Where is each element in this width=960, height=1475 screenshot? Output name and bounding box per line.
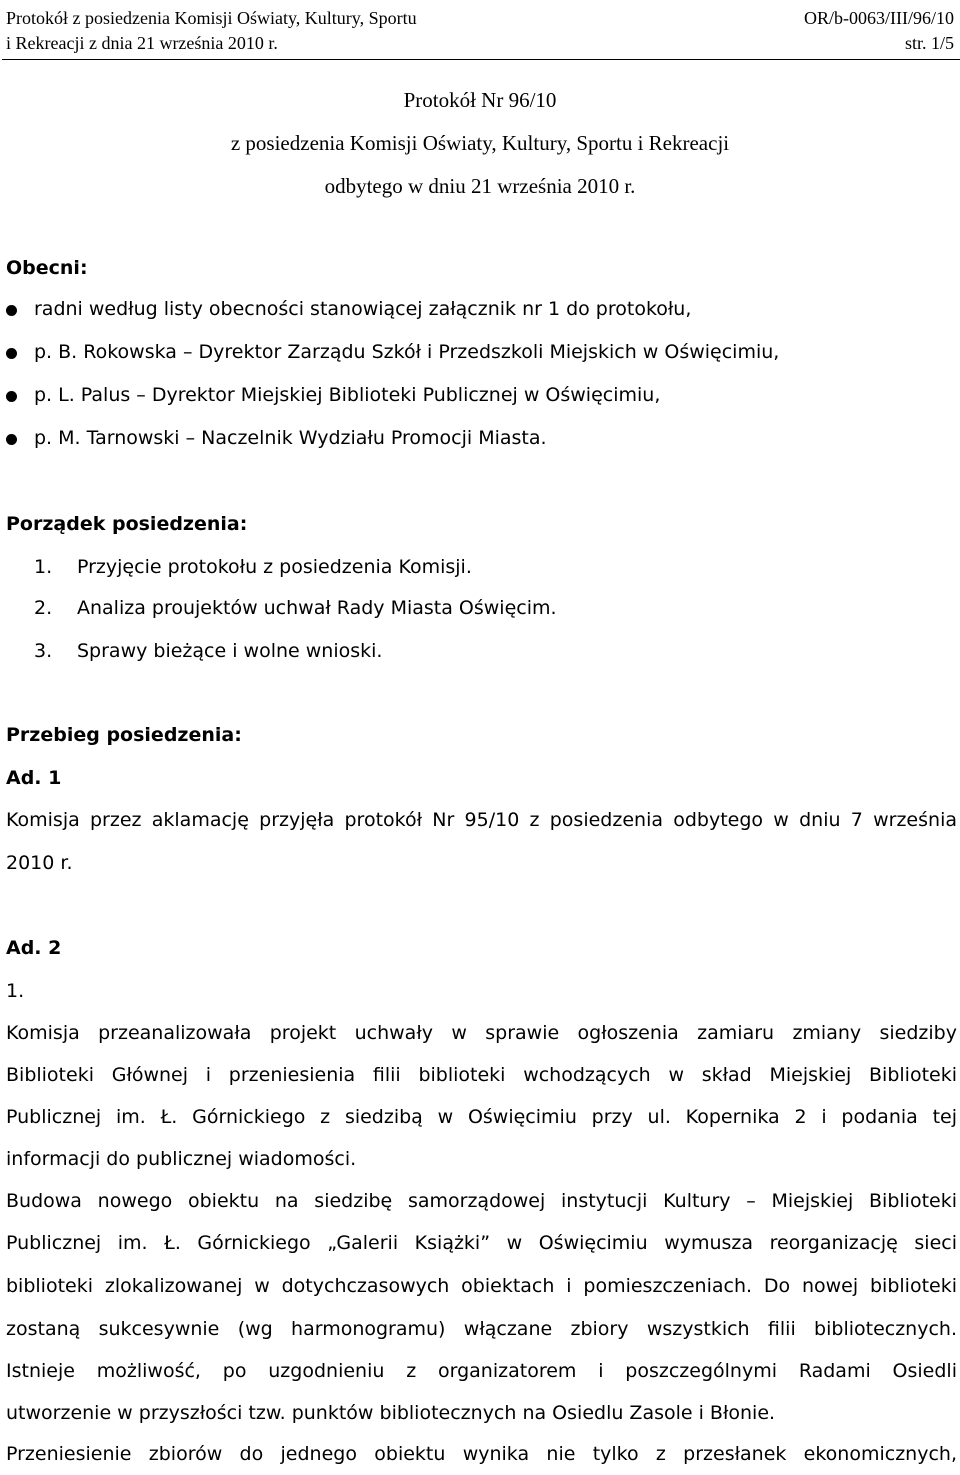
agenda-number: 3.	[34, 640, 53, 662]
present-item: p. M. Tarnowski – Naczelnik Wydziału Promocji Miasta.	[34, 427, 547, 449]
page-header	[6, 6, 954, 56]
proceedings-heading: Przebieg posiedzenia:	[6, 724, 242, 746]
agenda-number: 2.	[34, 597, 53, 619]
agenda-number: 1.	[34, 556, 53, 578]
document-subtitle-line2: odbytego w dniu 21 września 2010 r.	[324, 174, 636, 198]
present-heading: Obecni:	[6, 257, 88, 279]
agenda-item: Sprawy bieżące i wolne wnioski.	[77, 640, 383, 662]
ad1-line: 2010 r.	[6, 852, 73, 874]
ad1-heading: Ad. 1	[6, 767, 62, 789]
page-number: str. 1/5	[904, 33, 954, 53]
ad2-line: utworzenie w przyszłości tzw. punktów bibliotecznych na Osiedlu Zasole i Błonie.	[6, 1402, 776, 1424]
document-subtitle-line1: z posiedzenia Komisji Oświaty, Kultury, Sportu i Rekreacji	[230, 131, 730, 155]
ad2-line: Biblioteki Głównej i przeniesienia filii biblioteki wchodzących w skład Miejskiej Biblioteki	[6, 1064, 957, 1086]
bullet-icon	[6, 348, 17, 359]
bullet-icon	[6, 305, 17, 316]
bullet-icon	[6, 391, 17, 402]
agenda-item: Przyjęcie protokołu z posiedzenia Komisji.	[77, 556, 472, 578]
header-title-line1: Protokół z posiedzenia Komisji Oświaty, Kultury, Sportu	[6, 8, 417, 28]
present-item: p. L. Palus – Dyrektor Miejskiej Biblioteki Publicznej w Oświęcimiu,	[34, 384, 661, 406]
header-divider	[2, 59, 960, 60]
ad2-line: biblioteki zlokalizowanej w dotychczasowych obiektach i pomieszczeniach. Do nowej biblioteki	[6, 1275, 957, 1297]
ad2-line: Istnieje możliwość, po uzgodnieniu z organizatorem i poszczególnymi Radami Osiedli	[6, 1360, 957, 1382]
ad1-line: Komisja przez aklamację przyjęła protokół Nr 95/10 z posiedzenia odbytego w dniu 7 września	[6, 809, 957, 831]
ad2-line: Publicznej im. Ł. Górnickiego z siedzibą w Oświęcimiu przy ul. Kopernika 2 i podania tej	[6, 1106, 957, 1128]
ad2-line: Publicznej im. Ł. Górnickiego „Galerii Książki” w Oświęcimiu wymusza reorganizację sieci	[6, 1232, 957, 1254]
ad2-line: Budowa nowego obiektu na siedzibę samorządowej instytucji Kultury – Miejskiej Biblioteki	[6, 1190, 957, 1212]
ad2-line: informacji do publicznej wiadomości.	[6, 1148, 357, 1170]
agenda-item: Analiza proujektów uchwał Rady Miasta Oświęcim.	[77, 597, 557, 619]
agenda-heading: Porządek posiedzenia:	[6, 513, 248, 535]
ad2-line: zostaną sukcesywnie (wg harmonogramu) włączane zbiory wszystkich filii bibliotecznych.	[6, 1318, 957, 1340]
present-item: p. B. Rokowska – Dyrektor Zarządu Szkół i Przedszkoli Miejskich w Oświęcimiu,	[34, 341, 780, 363]
ad2-line: Przeniesienie zbiorów do jednego obiektu wynika nie tylko z przesłanek ekonomicznych,	[6, 1443, 957, 1465]
bullet-icon	[6, 434, 17, 445]
document-reference: OR/b-0063/III/96/10	[804, 8, 954, 28]
ad2-heading: Ad. 2	[6, 937, 62, 959]
present-item: radni według listy obecności stanowiącej załącznik nr 1 do protokołu,	[34, 298, 692, 320]
ad2-number: 1.	[6, 980, 25, 1002]
header-title-line2: i Rekreacji z dnia 21 września 2010 r.	[6, 33, 278, 53]
document-title: Protokół Nr 96/10	[403, 88, 557, 112]
ad2-line: Komisja przeanalizowała projekt uchwały w sprawie ogłoszenia zamiaru zmiany siedziby	[6, 1022, 957, 1044]
